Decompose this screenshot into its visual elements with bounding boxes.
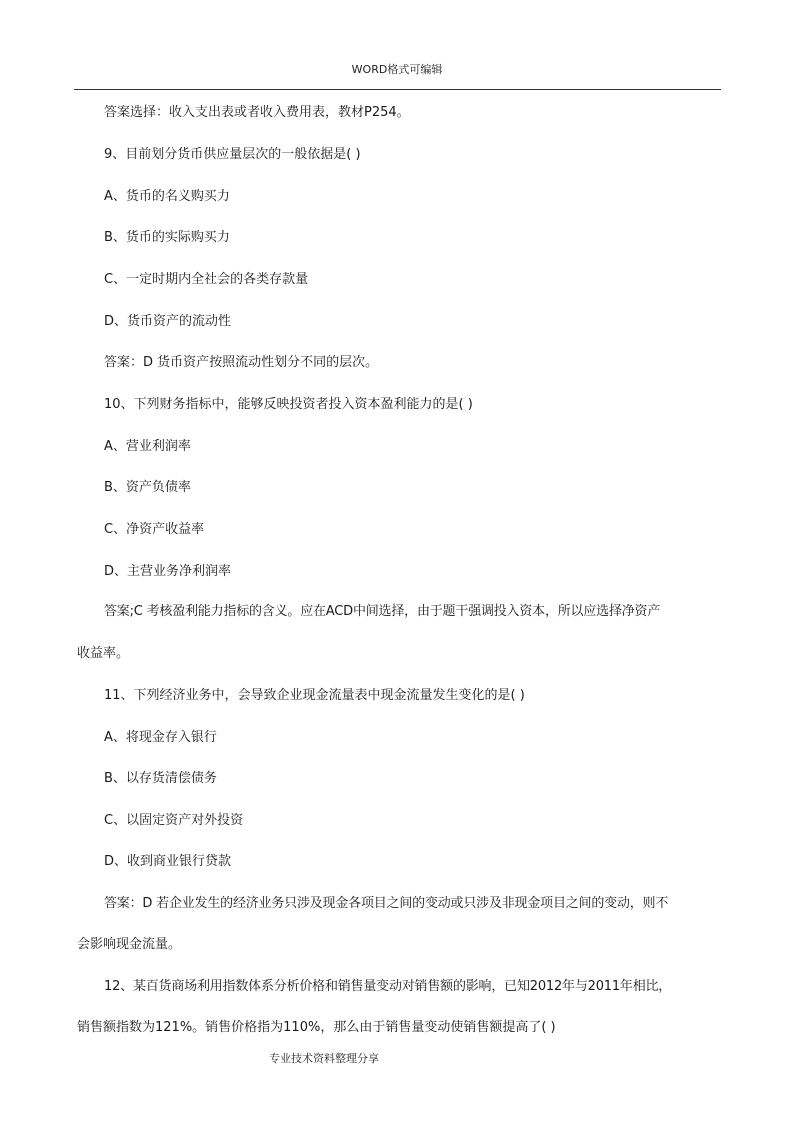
option-d: D、收到商业银行贷款 [104,854,232,869]
page-header: WORD格式可编辑 [351,63,443,76]
answer-line: 答案：D 货币资产按照流动性划分不同的层次。 [104,355,379,370]
page-footer: 专业技术资料整理分享 [269,1052,379,1065]
option-b: B、货币的实际购买力 [104,230,230,245]
option-a: A、将现金存入银行 [104,730,217,745]
answer-line: 答案：D 若企业发生的经济业务只涉及现金各项目之间的变动或只涉及非现金项目之间的变动，则不 [104,896,669,911]
option-c: C、以固定资产对外投资 [104,813,244,828]
question-12-continued: 销售额指数为121%。销售价格指为110%，那么由于销售量变动使销售额提高了( ) [77,1020,556,1035]
question-11: 11、下列经济业务中，会导致企业现金流量表中现金流量发生变化的是( ) [104,688,525,703]
header-rule [74,89,721,90]
option-d: D、主营业务净利润率 [104,564,232,579]
answer-line-continued: 会影响现金流量。 [77,937,182,952]
option-a: A、营业利润率 [104,439,191,454]
answer-line: 答案;C 考核盈利能力指标的含义。应在ACD中间选择，由于题干强调投入资本，所以应选择净资产 [104,604,661,619]
question-12: 12、某百货商场利用指数体系分析价格和销售量变动对销售额的影响，已知2012年与2011年相比， [104,979,672,994]
option-d: D、货币资产的流动性 [104,314,232,329]
question-10: 10、下列财务指标中，能够反映投资者投入资本盈利能力的是( ) [104,397,473,412]
answer-line-continued: 收益率。 [77,646,130,661]
question-9: 9、目前划分货币供应量层次的一般依据是( ) [104,147,361,162]
option-a: A、货币的名义购买力 [104,189,230,204]
option-b: B、资产负债率 [104,480,191,495]
option-c: C、一定时期内全社会的各类存款量 [104,272,309,287]
option-c: C、净资产收益率 [104,522,205,537]
option-b: B、以存货清偿债务 [104,771,217,786]
answer-line: 答案选择：收入支出表或者收入费用表，教材P254。 [104,105,410,120]
